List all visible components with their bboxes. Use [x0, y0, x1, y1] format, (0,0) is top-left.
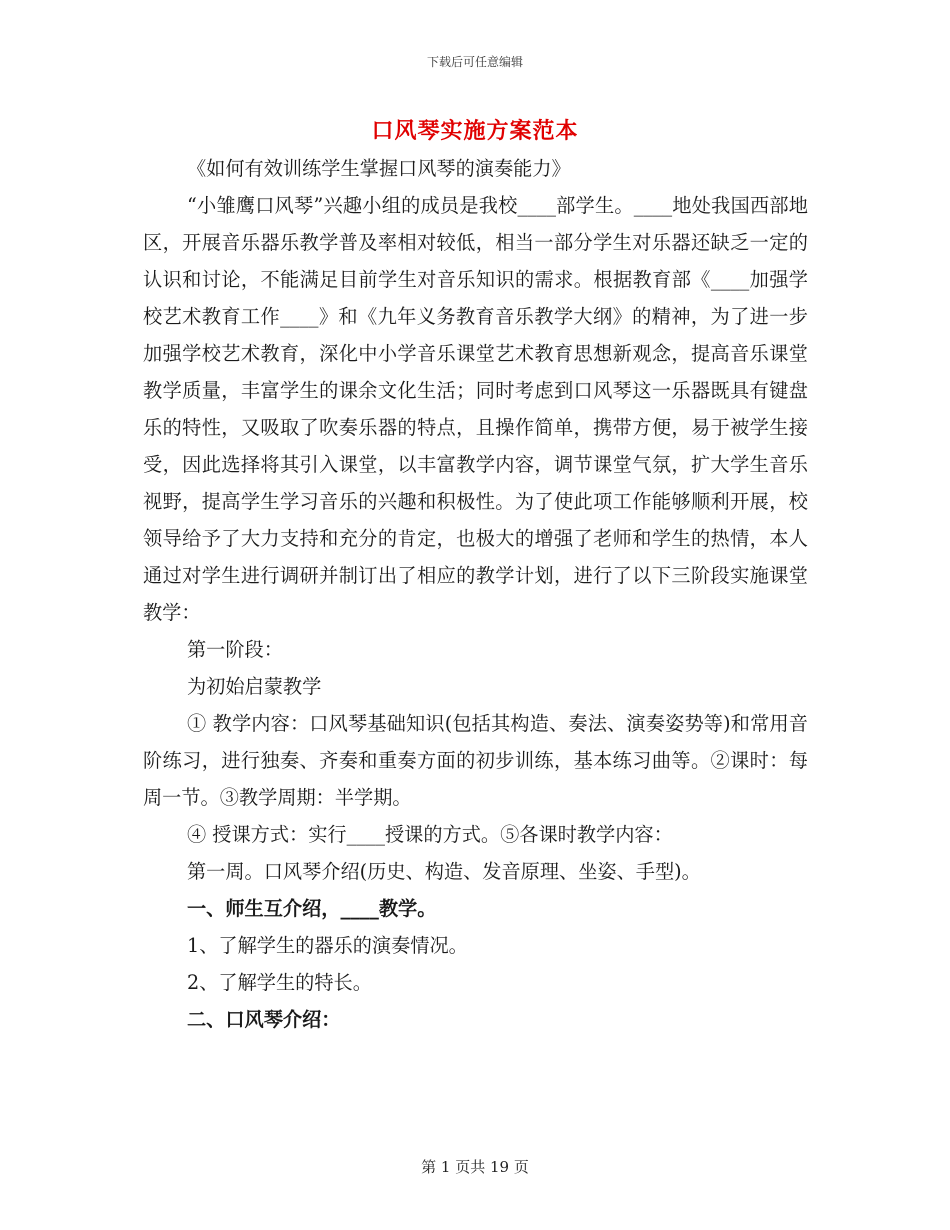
teaching-content-paragraph: ① 教学内容：口风琴基础知识(包括其构造、奏法、演奏姿势等)和常用音阶练习，进行独奏、齐奏和重奏方面的初步训练，基本练习曲等。②课时：每周一节。③教学周期：半学期。	[143, 712, 808, 809]
stage-heading: 第一阶段：	[187, 638, 283, 661]
page-number: 第 1 页共 19 页	[421, 1158, 529, 1176]
stage-description: 为初始启蒙教学	[187, 675, 322, 698]
document-title: 口风琴实施方案范本	[371, 118, 579, 144]
section-heading-2: 二、口风琴介绍：	[187, 1008, 341, 1031]
section-heading-1: 一、师生互介绍，____教学。	[187, 897, 437, 920]
intro-paragraph: “小雏鹰口风琴”兴趣小组的成员是我校____部学生。____地处我国西部地区，开展音乐器乐教学普及率相对较低，相当一部分学生对乐器还缺乏一定的认识和讨论，不能满足目前学生对音乐知识的需求。根据教育部《____加强学校艺术教育工作____》和《九年义务教育音乐教学大纲》的精神，为了进一步加强学校艺术教育，深化中小学音乐课堂艺术教育思想新观念，提高音乐课堂教学质量，丰富学生的课余文化生活；同时考虑到口风琴这一乐器既具有键盘乐的特性，又吸取了吹奏乐器的特点，且操作简单，携带方便，易于被学生接受，因此选择将其引入课堂，以丰富教学内容，调节课堂气氛，扩大学生音乐视野，提高学生学习音乐的兴趣和积极性。为了使此项工作能够顺利开展，校领导给予了大力支持和充分的肯定，也极大的增强了老师和学生的热情，本人通过对学生进行调研并制订出了相应的教学计划，进行了以下三阶段实施课堂教学：	[143, 194, 808, 624]
week-one-paragraph: 第一周。口风琴介绍(历史、构造、发音原理、坐姿、手型)。	[187, 860, 701, 883]
list-item: 2、了解学生的特长。	[187, 971, 372, 994]
teaching-method-paragraph: ④ 授课方式：实行____授课的方式。⑤各课时教学内容：	[187, 823, 673, 846]
subtitle: 《如何有效训练学生掌握口风琴的演奏能力》	[187, 157, 571, 180]
document-body	[143, 150, 808, 1038]
list-item: 1、了解学生的器乐的演奏情况。	[187, 934, 468, 957]
header-note: 下载后可任意编辑	[426, 55, 523, 69]
